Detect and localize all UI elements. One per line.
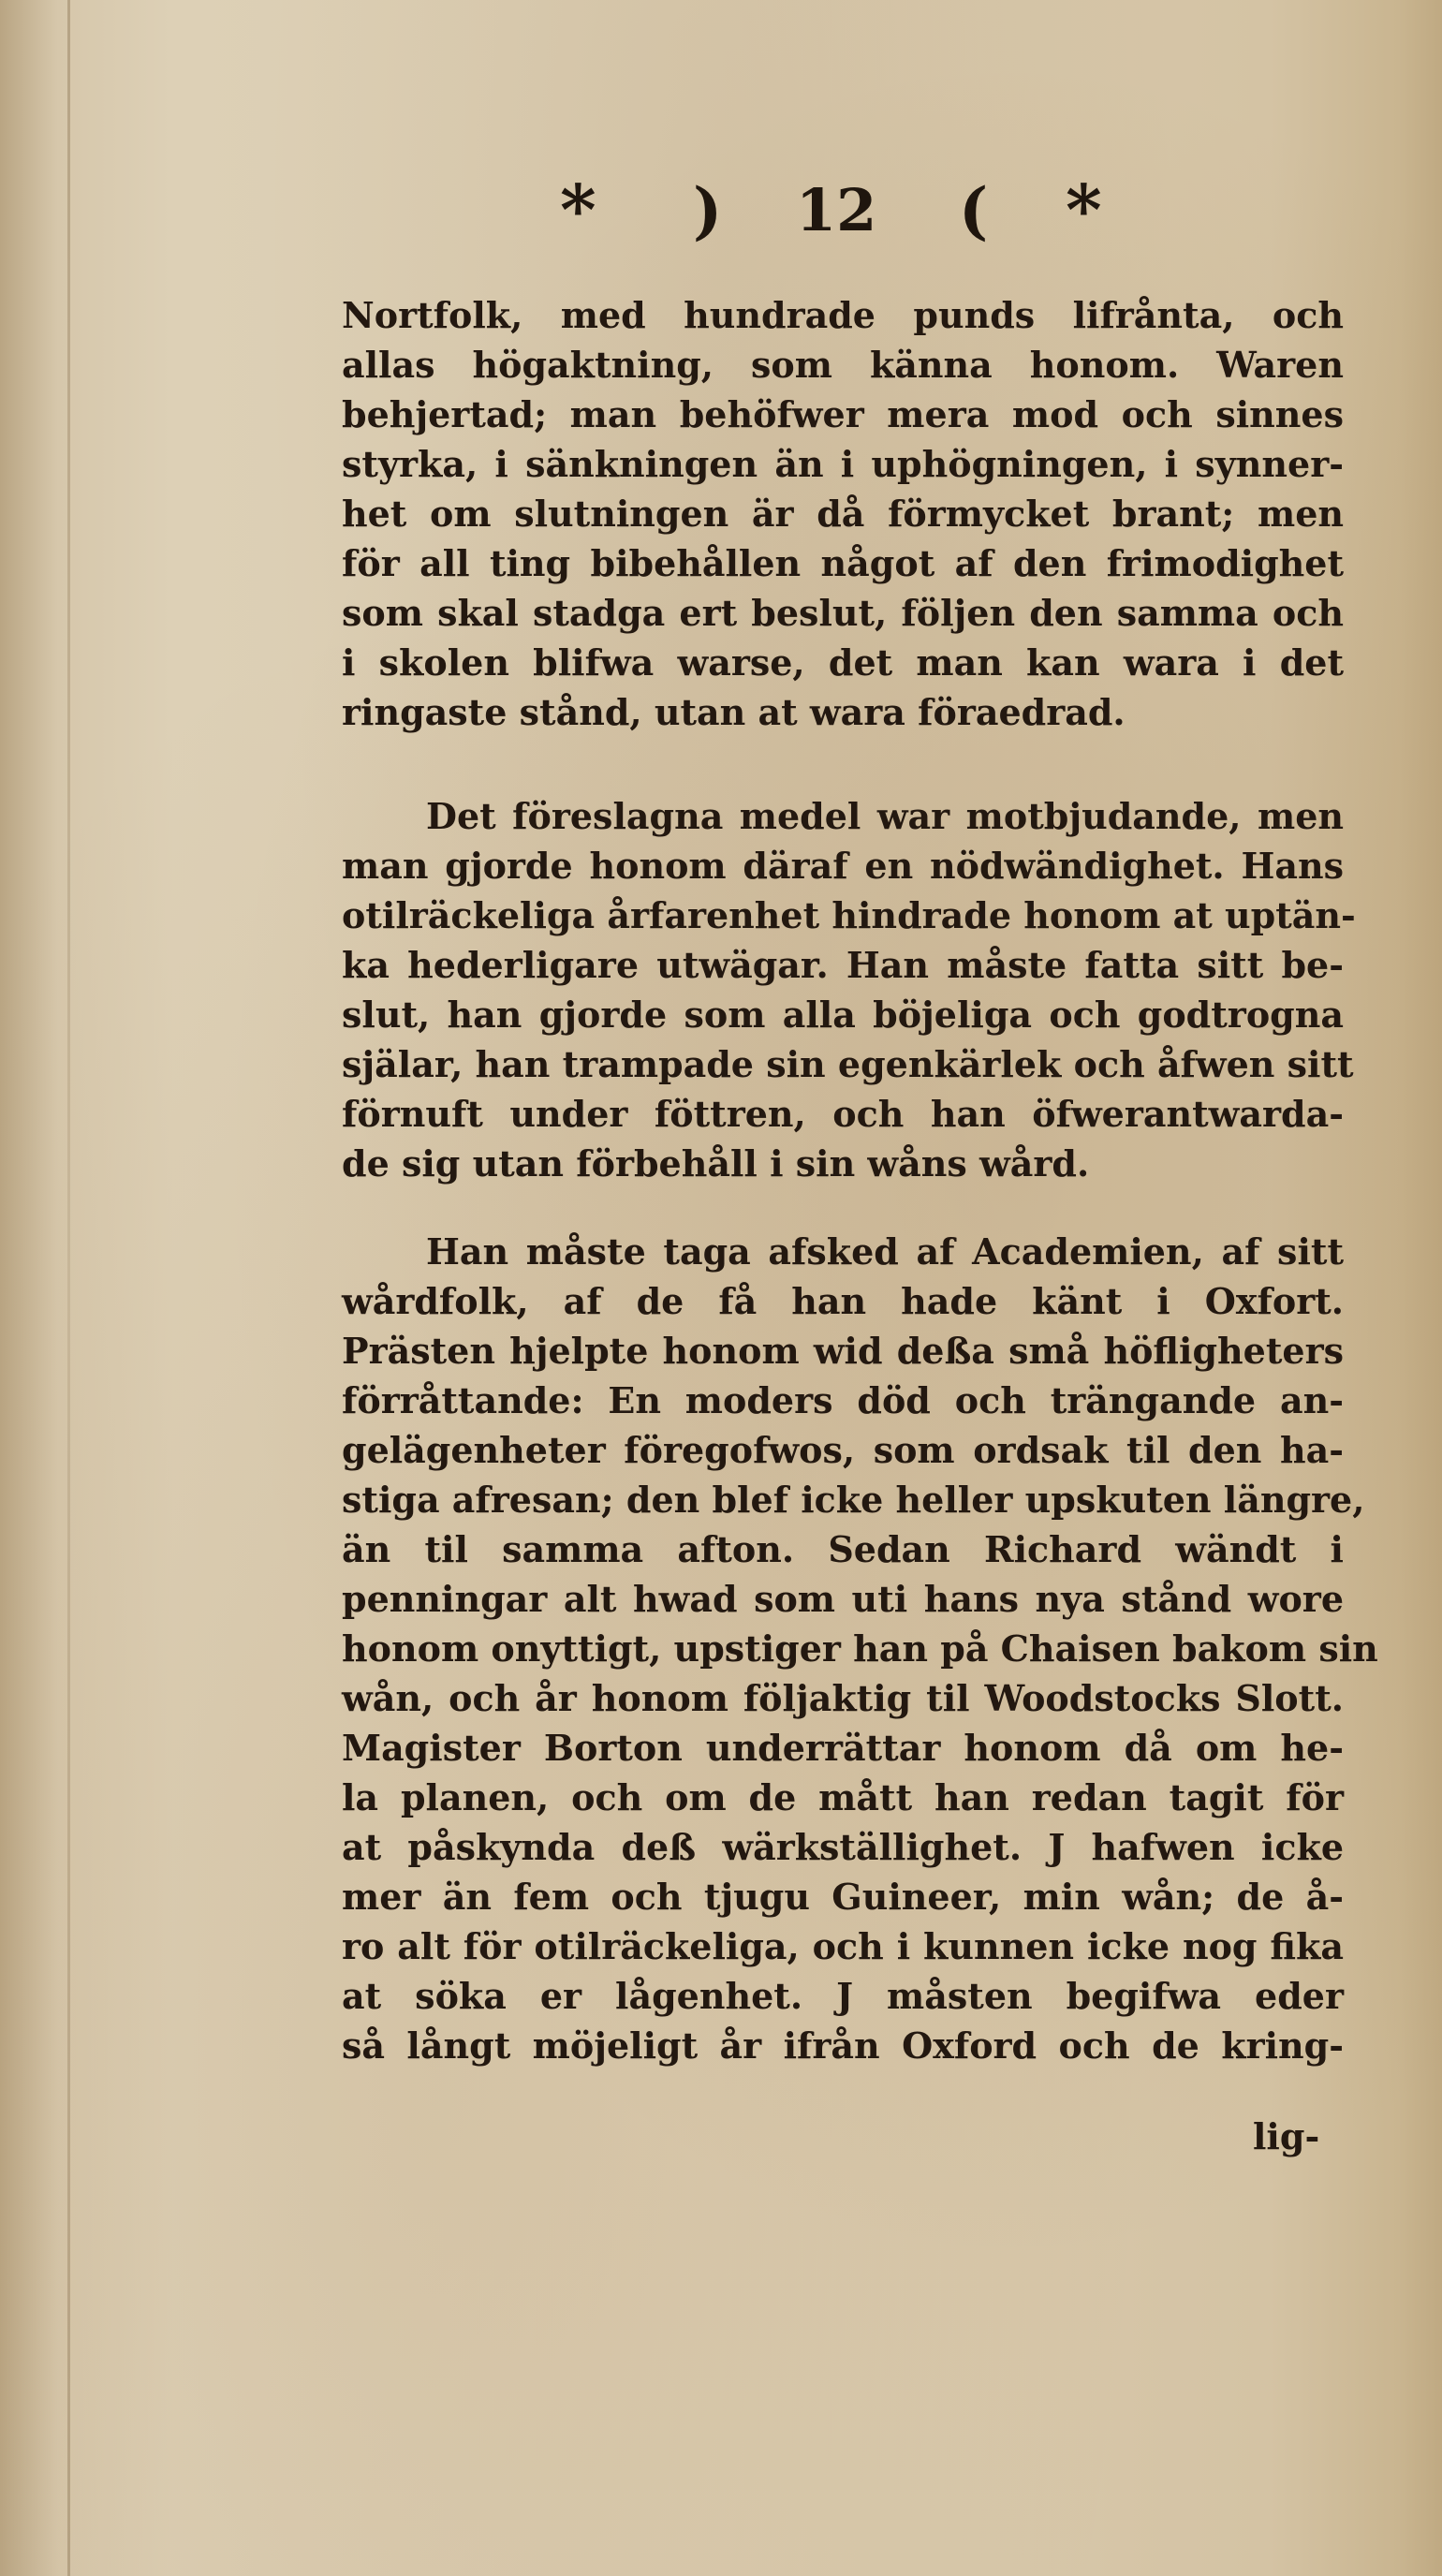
page-gutter xyxy=(67,0,70,2576)
page-number: 12 xyxy=(796,176,877,244)
catchword: lig- xyxy=(1253,2115,1320,2157)
text-line: het om slutningen är då förmycket brant; men xyxy=(342,493,1344,535)
text-line: man gjorde honom däraf en nödwändighet. Hans xyxy=(342,845,1344,887)
text-line: än til samma afton. Sedan Richard wändt i xyxy=(342,1528,1344,1570)
text-line: otilräckeliga årfarenhet hindrade honom at uptän- xyxy=(342,894,1356,936)
paragraph-2 xyxy=(342,791,1356,1188)
text-line: så långt möjeligt år ifrån Oxford och de kring- xyxy=(342,2024,1344,2067)
text-line: förråttande: En moders död och trängande an- xyxy=(342,1379,1344,1421)
text-line: mer än fem och tjugu Guineer, min wån; de å- xyxy=(342,1876,1344,1918)
text-line: ringaste stånd, utan at wara föraedrad. xyxy=(342,691,1126,733)
text-line: Han måste taga afsked af Academien, af sitt xyxy=(426,1230,1344,1273)
text-line: Prästen hjelpte honom wid deßa små höfligheters xyxy=(342,1330,1344,1372)
text-line: gelägenheter föregofwos, som ordsak til den ha- xyxy=(342,1429,1344,1471)
text-line: at påskynda deß wärkställighet. J hafwen icke xyxy=(342,1826,1344,1868)
text-line: stiga afresan; den blef icke heller upskuten längre, xyxy=(342,1479,1365,1521)
text-line: för all ting bibehållen något af den frimodighet xyxy=(342,542,1344,584)
text-line: själar, han trampade sin egenkärlek och åfwen sitt xyxy=(342,1043,1354,1085)
text-line: behjertad; man behöfwer mera mod och sinnes xyxy=(342,393,1344,435)
text-line: at söka er lågenhet. J måsten begifwa eder xyxy=(342,1975,1344,2017)
text-line: ro alt för otilräckeliga, och i kunnen icke nog fika xyxy=(342,1925,1344,1967)
header-star-right: * xyxy=(1066,170,1102,251)
text-line: wån, och år honom följaktig til Woodstocks Slott. xyxy=(342,1677,1344,1719)
header-paren-left: ( xyxy=(959,174,989,247)
text-line: i skolen blifwa warse, det man kan wara i det xyxy=(342,641,1344,684)
text-line: honom onyttigt, upstiger han på Chaisen bakom sin xyxy=(342,1627,1378,1670)
text-line: la planen, och om de mått han redan tagit för xyxy=(342,1776,1344,1818)
text-line: förnuft under föttren, och han öfwerantwarda- xyxy=(342,1093,1344,1135)
text-line: allas högaktning, som känna honom. Waren xyxy=(342,344,1344,386)
text-line: Magister Borton underrättar honom då om he- xyxy=(342,1727,1344,1769)
page-header xyxy=(0,169,1442,253)
header-paren-right: ) xyxy=(693,174,723,247)
header-star-left: * xyxy=(560,170,596,251)
paragraph-3 xyxy=(342,1227,1378,2070)
text-line: Det föreslagna medel war motbjudande, men xyxy=(426,795,1344,837)
text-line: slut, han gjorde som alla böjeliga och godtrogna xyxy=(342,994,1344,1036)
text-line: Nortfolk, med hundrade punds lifrånta, och xyxy=(342,294,1344,336)
text-line: som skal stadga ert beslut, följen den samma och xyxy=(342,592,1344,634)
text-line: ka hederligare utwägar. Han måste fatta sitt be- xyxy=(342,944,1344,986)
text-line: penningar alt hwad som uti hans nya stånd wore xyxy=(342,1578,1344,1620)
text-line: de sig utan förbehåll i sin wåns wård. xyxy=(342,1142,1090,1185)
text-line: wårdfolk, af de få han hade känt i Oxfort. xyxy=(342,1280,1344,1322)
text-line: styrka, i sänkningen än i uphögningen, i synner- xyxy=(342,443,1344,485)
paragraph-1 xyxy=(342,290,1344,737)
